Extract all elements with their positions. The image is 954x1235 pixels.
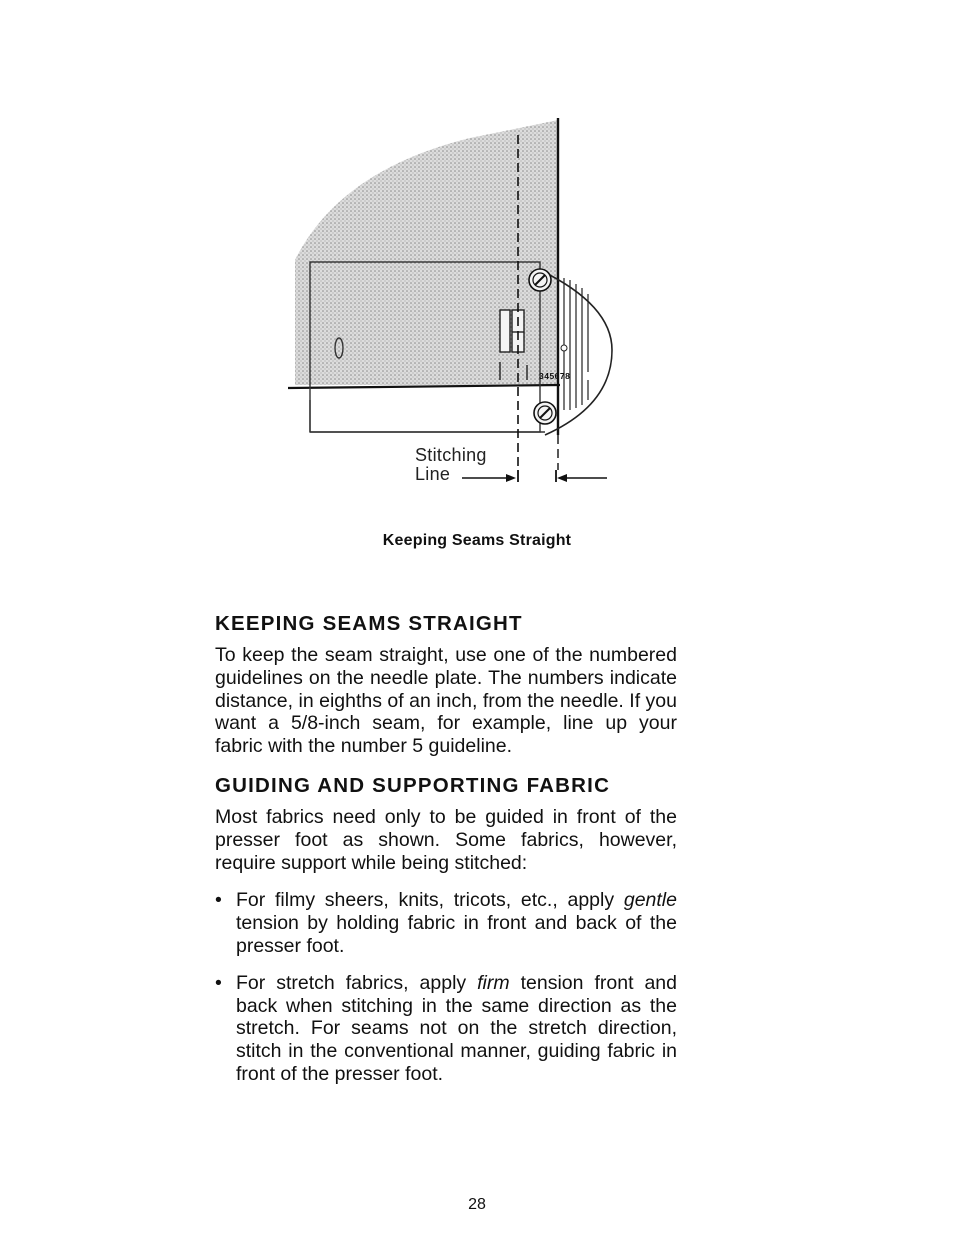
section-paragraph-keeping-seams: To keep the seam straight, use one of the numbered guidelines on the needle plate. The numbers indicate distance, in eighths of an inch, from the needle. If you want a 5/8-inch seam, for example, line up your fabric with the number 5 guideline.	[215, 644, 677, 758]
list-item	[215, 972, 677, 1086]
bullet-text-after: tension by holding fabric in front and back of the presser foot.	[236, 912, 677, 957]
section-heading-keeping-seams: KEEPING SEAMS STRAIGHT	[215, 612, 523, 635]
list-item	[215, 889, 677, 957]
bullet-list	[215, 889, 677, 1085]
bullet-text-after: tension front and back when stitching in the same direction as the stretch. For seams not on the stretch direction, stitch in the conventional manner, guiding fabric in front of the presser foot.	[236, 971, 677, 1085]
section-heading-guiding-fabric: GUIDING AND SUPPORTING FABRIC	[215, 773, 611, 797]
bullet-emphasis: gentle	[623, 889, 677, 912]
line-label: Line	[415, 464, 451, 484]
page-content	[215, 612, 677, 1100]
bullet-text-before: For stretch fabrics, apply	[236, 971, 478, 994]
figure-caption: Keeping Seams Straight	[382, 532, 572, 549]
seam-guide-illustration	[270, 110, 630, 500]
bullet-icon: •	[215, 971, 222, 994]
needle-plate-diagram	[270, 110, 630, 500]
guide-numbers: 345678	[539, 371, 571, 381]
screw-upper	[529, 269, 551, 291]
page-number: 28	[468, 1196, 486, 1213]
section-paragraph-guiding-fabric: Most fabrics need only to be guided in front of the presser foot as shown. Some fabrics, however, require support while being stitched:	[215, 805, 677, 874]
bullet-emphasis: firm	[477, 971, 510, 994]
bullet-text-before: For filmy sheers, knits, tricots, etc., apply	[236, 889, 624, 912]
bullet-icon: •	[215, 889, 222, 912]
screw-lower	[534, 402, 556, 424]
stitching-label: Stitching	[415, 445, 487, 465]
